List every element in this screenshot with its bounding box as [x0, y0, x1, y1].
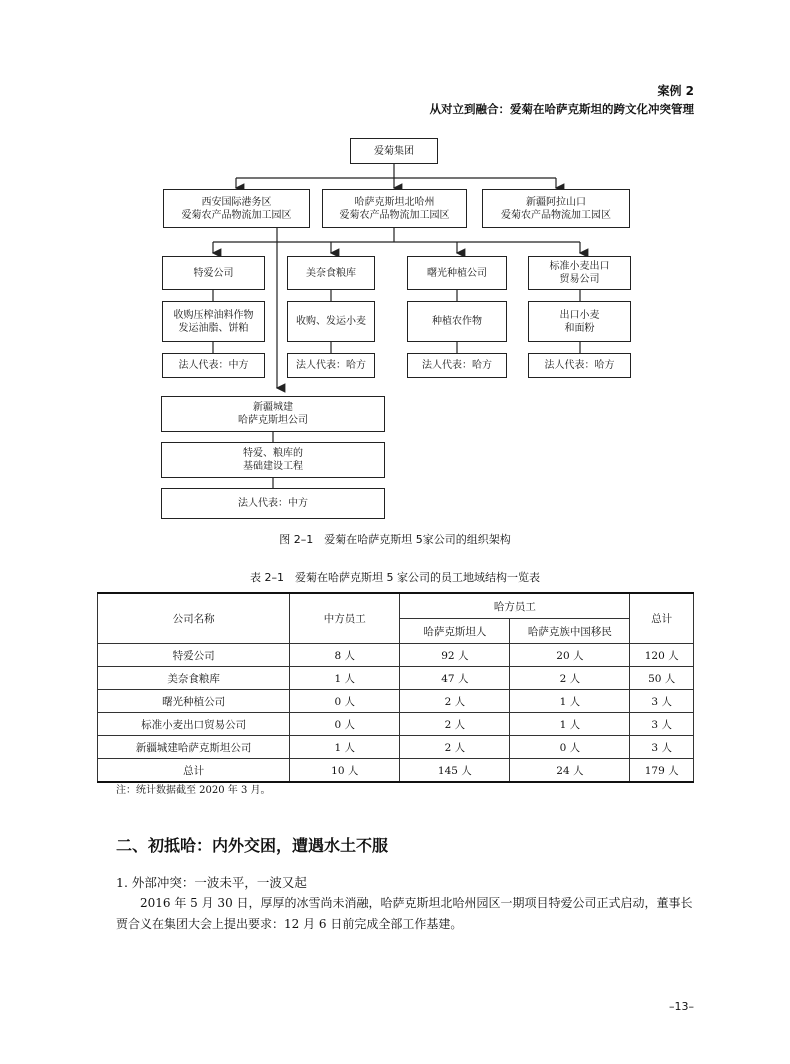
park-north-kz: 哈萨克斯坦北哈州 爱菊农产品物流加工园区 — [322, 189, 467, 228]
company-name: 标准小麦出口 贸易公司 — [528, 256, 631, 290]
construction-rep: 法人代表：中方 — [161, 488, 385, 519]
cell-mig: 2 人 — [510, 667, 630, 690]
cell-kz: 2 人 — [400, 713, 510, 736]
header-kz-group: 哈方员工 — [400, 593, 630, 619]
cell-kz: 47 人 — [400, 667, 510, 690]
cell-mig: 0 人 — [510, 736, 630, 759]
table-row — [98, 690, 694, 713]
header-company: 公司名称 — [98, 593, 290, 644]
company-name: 美奈食粮库 — [287, 256, 375, 290]
header-kz-cn: 哈萨克族中国移民 — [510, 619, 630, 644]
cell-name: 美奈食粮库 — [98, 667, 290, 690]
table-row — [98, 667, 694, 690]
park-xian: 西安国际港务区 爱菊农产品物流加工园区 — [163, 189, 310, 228]
header-total: 总计 — [630, 593, 694, 644]
table-caption: 表 2–1 爱菊在哈萨克斯坦 5 家公司的员工地域结构一览表 — [250, 571, 540, 584]
cell-total: 3 人 — [630, 690, 694, 713]
header-kz-local: 哈萨克斯坦人 — [400, 619, 510, 644]
table-row — [98, 713, 694, 736]
cell-mig: 1 人 — [510, 713, 630, 736]
section-heading: 二、初抵哈：内外交困，遭遇水土不服 — [116, 836, 389, 855]
section-subheading: 1. 外部冲突：一波未平，一波又起 — [116, 875, 307, 890]
cell-cn: 1 人 — [290, 667, 400, 690]
construction-name: 新疆城建 哈萨克斯坦公司 — [161, 396, 385, 432]
company-name: 特爱公司 — [162, 256, 265, 290]
construction-business: 特爱、粮库的 基础建设工程 — [161, 442, 385, 478]
case-label: 案例 2 — [657, 84, 694, 98]
company-rep: 法人代表：中方 — [162, 353, 265, 378]
table-row — [98, 736, 694, 759]
cell-kz: 92 人 — [400, 644, 510, 667]
cell-name: 特爱公司 — [98, 644, 290, 667]
company-business: 收购、发运小麦 — [287, 301, 375, 342]
cell-total: 3 人 — [630, 736, 694, 759]
cell-total: 179 人 — [630, 759, 694, 783]
cell-cn: 8 人 — [290, 644, 400, 667]
header-china: 中方员工 — [290, 593, 400, 644]
park-alashankou: 新疆阿拉山口 爱菊农产品物流加工园区 — [482, 189, 630, 228]
cell-mig: 20 人 — [510, 644, 630, 667]
cell-name: 总计 — [98, 759, 290, 783]
cell-mig: 24 人 — [510, 759, 630, 783]
company-name: 曙光种植公司 — [407, 256, 507, 290]
company-business: 收购压榨油料作物 发运油脂、饼粕 — [162, 301, 265, 342]
table-note: 注：统计数据截至 2020 年 3 月。 — [116, 785, 271, 796]
staff-table — [97, 592, 694, 783]
cell-total: 120 人 — [630, 644, 694, 667]
org-chart-connectors — [0, 0, 790, 530]
table-row-total — [98, 759, 694, 783]
cell-name: 曙光种植公司 — [98, 690, 290, 713]
cell-cn: 1 人 — [290, 736, 400, 759]
case-title: 从对立到融合：爱菊在哈萨克斯坦的跨文化冲突管理 — [429, 102, 694, 116]
cell-kz: 145 人 — [400, 759, 510, 783]
org-root: 爱菊集团 — [350, 138, 438, 164]
company-rep: 法人代表：哈方 — [407, 353, 507, 378]
company-business: 出口小麦 和面粉 — [528, 301, 631, 342]
page-number: –13– — [669, 1000, 694, 1013]
cell-total: 50 人 — [630, 667, 694, 690]
figure-caption: 图 2–1 爱菊在哈萨克斯坦 5家公司的组织架构 — [279, 533, 511, 546]
table-row — [98, 644, 694, 667]
company-business: 种植农作物 — [407, 301, 507, 342]
company-rep: 法人代表：哈方 — [528, 353, 631, 378]
cell-cn: 0 人 — [290, 690, 400, 713]
cell-cn: 0 人 — [290, 713, 400, 736]
company-rep: 法人代表：哈方 — [287, 353, 375, 378]
cell-name: 标准小麦出口贸易公司 — [98, 713, 290, 736]
cell-cn: 10 人 — [290, 759, 400, 783]
cell-kz: 2 人 — [400, 736, 510, 759]
cell-kz: 2 人 — [400, 690, 510, 713]
cell-total: 3 人 — [630, 713, 694, 736]
cell-mig: 1 人 — [510, 690, 630, 713]
body-paragraph: 2016 年 5 月 30 日，厚厚的冰雪尚未消融，哈萨克斯坦北哈州园区一期项目特爱公司正式启动，董事长贾合义在集团大会上提出要求：12 月 6 日前完成全部工作基建。 — [116, 896, 693, 931]
cell-name: 新疆城建哈萨克斯坦公司 — [98, 736, 290, 759]
